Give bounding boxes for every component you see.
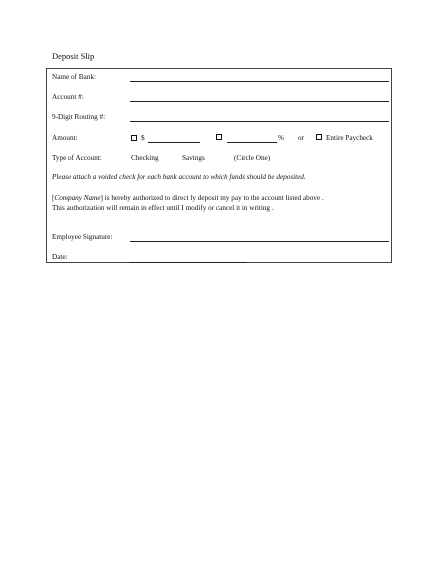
dollar-amount-field[interactable] xyxy=(148,142,200,143)
circle-one-note: (Circle One) xyxy=(234,154,271,162)
amount-label: Amount: xyxy=(52,134,78,142)
entire-paycheck-label: Entire Paycheck xyxy=(326,134,373,142)
signature-label: Employee Signature: xyxy=(52,233,113,241)
or-text: or xyxy=(298,134,304,142)
date-label: Date: xyxy=(52,253,68,261)
routing-field[interactable] xyxy=(130,121,389,122)
account-type-label: Type of Account: xyxy=(52,154,102,162)
company-name-placeholder: Company Name xyxy=(54,194,101,202)
dollar-checkbox[interactable] xyxy=(131,134,137,142)
account-field[interactable] xyxy=(130,101,389,102)
authorization-line-2: This authorization will remain in effect until I modify or cancel it in writing . xyxy=(52,204,274,212)
bank-name-field[interactable] xyxy=(130,81,389,82)
authorization-line-1: [Company Name] is hereby authorized to direct ly deposit my pay to the account listed above . xyxy=(52,194,324,202)
attach-note: Please attach a voided check for each bank account to which funds should be deposited. xyxy=(52,173,306,181)
date-field[interactable] xyxy=(130,262,246,263)
percent-amount-field[interactable] xyxy=(227,142,277,143)
account-label: Account #: xyxy=(52,93,84,101)
page-title: Deposit Slip xyxy=(52,51,95,61)
bank-name-label: Name of Bank: xyxy=(52,73,96,81)
dollar-sign: $ xyxy=(141,134,145,142)
entire-paycheck-checkbox[interactable] xyxy=(316,133,322,141)
routing-label: 9-Digit Routing #: xyxy=(52,113,106,121)
authorization-text: is hereby authorized to direct ly deposit my pay to the account listed above . xyxy=(104,194,324,202)
percent-checkbox[interactable] xyxy=(216,133,222,141)
signature-field[interactable] xyxy=(130,241,389,242)
checking-option[interactable]: Checking xyxy=(131,154,159,162)
deposit-form xyxy=(46,68,392,263)
savings-option[interactable]: Savings xyxy=(182,154,205,162)
percent-sign: % xyxy=(278,134,284,142)
